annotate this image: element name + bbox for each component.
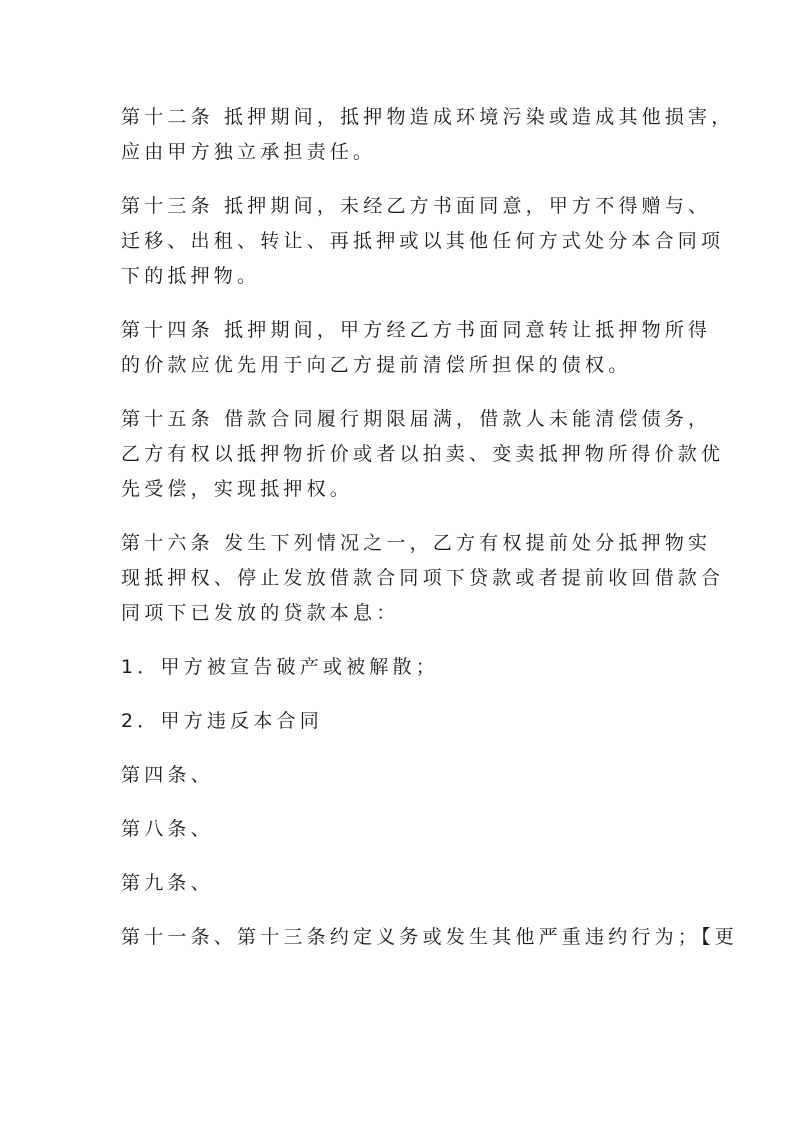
text-line: 同项下已发放的贷款本息： <box>121 602 400 624</box>
text-line: 应由甲方独立承担责任。 <box>121 141 377 163</box>
text-line: 第十六条 发生下列情况之一，乙方有权提前处分抵押物实 <box>121 532 712 554</box>
text-line: 现抵押权、停止发放借款合同项下贷款或者提前收回借款合 <box>121 567 725 589</box>
article-ref-4 <box>121 758 681 793</box>
text-line: 第九条、 <box>121 872 214 894</box>
article-14 <box>121 313 712 383</box>
article-13 <box>121 189 725 294</box>
text-line: 第十一条、第十三条约定义务或发生其他严重违约行为；【更 <box>121 926 738 948</box>
text-line: 第四条、 <box>121 764 214 786</box>
text-line: 第八条、 <box>121 818 214 840</box>
text-line: 先受偿，实现抵押权。 <box>121 478 354 500</box>
text-line: 第十五条 借款合同履行期限届满，借款人未能清偿债务， <box>121 408 712 430</box>
article-16 <box>121 526 725 631</box>
text-line: 下的抵押物。 <box>121 265 261 287</box>
text-line: 的价款应优先用于向乙方提前清偿所担保的债权。 <box>121 354 632 376</box>
text-line: 第十三条 抵押期间，未经乙方书面同意，甲方不得赠与、 <box>121 195 712 217</box>
article-12 <box>121 100 735 170</box>
text-line: 迁移、出租、转让、再抵押或以其他任何方式处分本合同项 <box>121 230 725 252</box>
list-item-1 <box>121 650 681 685</box>
text-line: 1．甲方被宣告破产或被解散； <box>121 656 439 678</box>
text-line: 乙方有权以抵押物折价或者以拍卖、变卖抵押物所得价款优 <box>121 443 725 465</box>
article-ref-11-13 <box>121 920 738 955</box>
text-line: 2．甲方违反本合同 <box>121 710 323 732</box>
list-item-2 <box>121 704 681 739</box>
article-ref-8 <box>121 812 681 847</box>
article-15 <box>121 402 725 507</box>
document-page <box>121 100 738 974</box>
text-line: 第十二条 抵押期间，抵押物造成环境污染或造成其他损害， <box>121 106 735 128</box>
text-line: 第十四条 抵押期间，甲方经乙方书面同意转让抵押物所得 <box>121 319 712 341</box>
article-ref-9 <box>121 866 681 901</box>
